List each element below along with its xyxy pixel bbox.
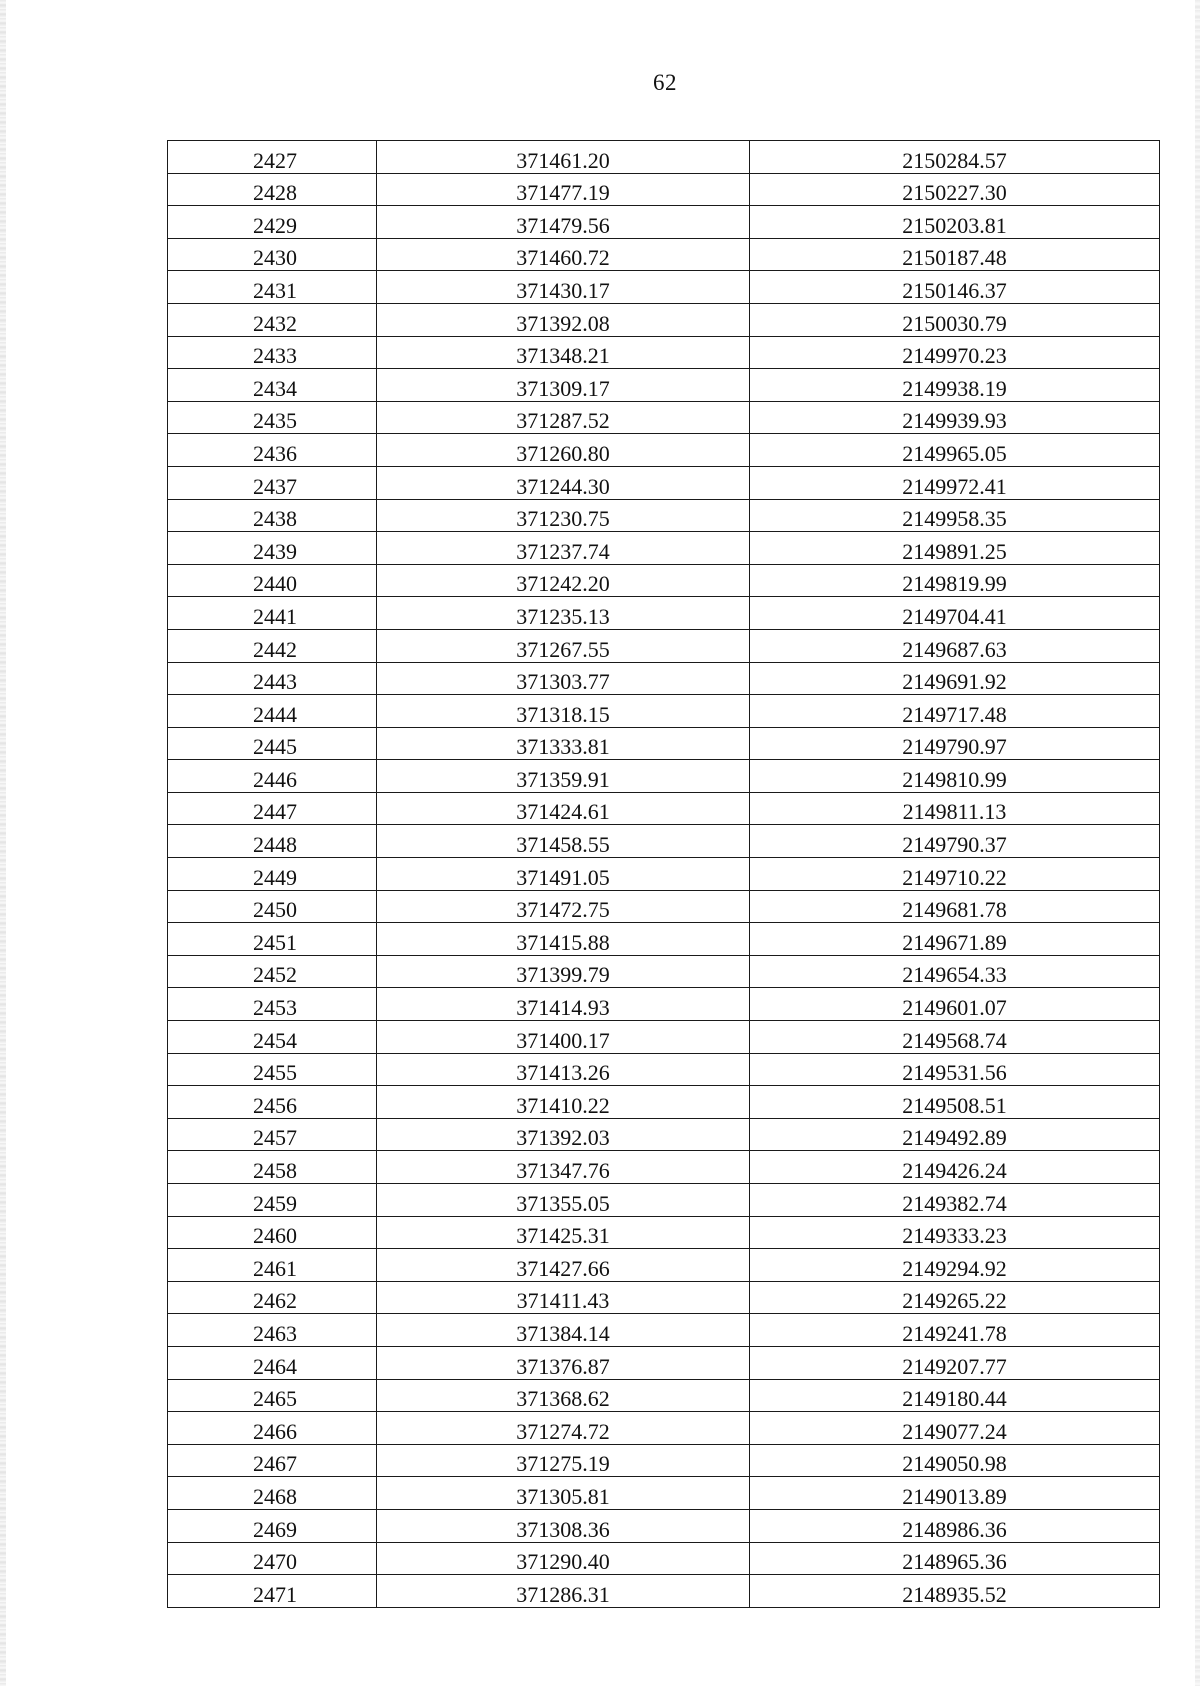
y-coordinate-cell: 2149077.24 [750, 1412, 1160, 1445]
y-coordinate-cell: 2149819.99 [750, 564, 1160, 597]
y-coordinate-cell: 2149671.89 [750, 923, 1160, 956]
table-row [168, 1509, 1160, 1542]
table-row [168, 434, 1160, 467]
y-coordinate-cell: 2150203.81 [750, 206, 1160, 239]
table-row [168, 760, 1160, 793]
y-coordinate-cell: 2149508.51 [750, 1086, 1160, 1119]
x-coordinate-cell: 371303.77 [377, 662, 750, 695]
point-number-cell: 2455 [168, 1053, 377, 1086]
point-number-cell: 2459 [168, 1184, 377, 1217]
y-coordinate-cell: 2149492.89 [750, 1118, 1160, 1151]
y-coordinate-cell: 2150187.48 [750, 238, 1160, 271]
x-coordinate-cell: 371399.79 [377, 955, 750, 988]
x-coordinate-cell: 371400.17 [377, 1021, 750, 1054]
point-number-cell: 2470 [168, 1542, 377, 1575]
x-coordinate-cell: 371415.88 [377, 923, 750, 956]
y-coordinate-cell: 2149294.92 [750, 1249, 1160, 1282]
table-row [168, 336, 1160, 369]
x-coordinate-cell: 371275.19 [377, 1444, 750, 1477]
table-row [168, 206, 1160, 239]
y-coordinate-cell: 2149601.07 [750, 988, 1160, 1021]
x-coordinate-cell: 371242.20 [377, 564, 750, 597]
table-row [168, 1151, 1160, 1184]
y-coordinate-cell: 2149681.78 [750, 890, 1160, 923]
x-coordinate-cell: 371392.08 [377, 303, 750, 336]
point-number-cell: 2440 [168, 564, 377, 597]
y-coordinate-cell: 2149704.41 [750, 597, 1160, 630]
point-number-cell: 2429 [168, 206, 377, 239]
point-number-cell: 2457 [168, 1118, 377, 1151]
x-coordinate-cell: 371244.30 [377, 466, 750, 499]
point-number-cell: 2461 [168, 1249, 377, 1282]
table-row [168, 1021, 1160, 1054]
scan-edge-left [0, 0, 6, 1686]
x-coordinate-cell: 371410.22 [377, 1086, 750, 1119]
x-coordinate-cell: 371384.14 [377, 1314, 750, 1347]
y-coordinate-cell: 2150227.30 [750, 173, 1160, 206]
point-number-cell: 2447 [168, 792, 377, 825]
point-number-cell: 2428 [168, 173, 377, 206]
y-coordinate-cell: 2149810.99 [750, 760, 1160, 793]
table-row [168, 890, 1160, 923]
point-number-cell: 2432 [168, 303, 377, 336]
x-coordinate-cell: 371425.31 [377, 1216, 750, 1249]
x-coordinate-cell: 371347.76 [377, 1151, 750, 1184]
point-number-cell: 2439 [168, 532, 377, 565]
coordinate-table-body [168, 141, 1160, 1608]
x-coordinate-cell: 371287.52 [377, 401, 750, 434]
x-coordinate-cell: 371237.74 [377, 532, 750, 565]
y-coordinate-cell: 2149958.35 [750, 499, 1160, 532]
x-coordinate-cell: 371460.72 [377, 238, 750, 271]
y-coordinate-cell: 2149891.25 [750, 532, 1160, 565]
table-row [168, 532, 1160, 565]
y-coordinate-cell: 2149568.74 [750, 1021, 1160, 1054]
y-coordinate-cell: 2149811.13 [750, 792, 1160, 825]
point-number-cell: 2452 [168, 955, 377, 988]
point-number-cell: 2454 [168, 1021, 377, 1054]
table-row [168, 1118, 1160, 1151]
point-number-cell: 2427 [168, 141, 377, 174]
table-row [168, 401, 1160, 434]
x-coordinate-cell: 371267.55 [377, 629, 750, 662]
table-row [168, 238, 1160, 271]
point-number-cell: 2460 [168, 1216, 377, 1249]
x-coordinate-cell: 371274.72 [377, 1412, 750, 1445]
y-coordinate-cell: 2149938.19 [750, 369, 1160, 402]
table-row [168, 955, 1160, 988]
table-row [168, 1346, 1160, 1379]
y-coordinate-cell: 2149939.93 [750, 401, 1160, 434]
point-number-cell: 2458 [168, 1151, 377, 1184]
table-row [168, 271, 1160, 304]
table-row [168, 564, 1160, 597]
x-coordinate-cell: 371472.75 [377, 890, 750, 923]
table-row [168, 1086, 1160, 1119]
y-coordinate-cell: 2149710.22 [750, 858, 1160, 891]
point-number-cell: 2463 [168, 1314, 377, 1347]
x-coordinate-cell: 371308.36 [377, 1509, 750, 1542]
x-coordinate-cell: 371318.15 [377, 695, 750, 728]
y-coordinate-cell: 2149531.56 [750, 1053, 1160, 1086]
x-coordinate-cell: 371305.81 [377, 1477, 750, 1510]
table-row [168, 1314, 1160, 1347]
y-coordinate-cell: 2149241.78 [750, 1314, 1160, 1347]
point-number-cell: 2431 [168, 271, 377, 304]
point-number-cell: 2448 [168, 825, 377, 858]
point-number-cell: 2471 [168, 1575, 377, 1608]
y-coordinate-cell: 2149426.24 [750, 1151, 1160, 1184]
point-number-cell: 2450 [168, 890, 377, 923]
table-row [168, 141, 1160, 174]
point-number-cell: 2462 [168, 1281, 377, 1314]
point-number-cell: 2443 [168, 662, 377, 695]
table-row [168, 1053, 1160, 1086]
y-coordinate-cell: 2150284.57 [750, 141, 1160, 174]
y-coordinate-cell: 2149790.97 [750, 727, 1160, 760]
point-number-cell: 2444 [168, 695, 377, 728]
x-coordinate-cell: 371458.55 [377, 825, 750, 858]
y-coordinate-cell: 2148986.36 [750, 1509, 1160, 1542]
y-coordinate-cell: 2149382.74 [750, 1184, 1160, 1217]
point-number-cell: 2438 [168, 499, 377, 532]
y-coordinate-cell: 2149970.23 [750, 336, 1160, 369]
y-coordinate-cell: 2150146.37 [750, 271, 1160, 304]
table-row [168, 1477, 1160, 1510]
point-number-cell: 2467 [168, 1444, 377, 1477]
table-row [168, 858, 1160, 891]
point-number-cell: 2464 [168, 1346, 377, 1379]
point-number-cell: 2441 [168, 597, 377, 630]
y-coordinate-cell: 2149207.77 [750, 1346, 1160, 1379]
point-number-cell: 2433 [168, 336, 377, 369]
y-coordinate-cell: 2149654.33 [750, 955, 1160, 988]
x-coordinate-cell: 371359.91 [377, 760, 750, 793]
x-coordinate-cell: 371355.05 [377, 1184, 750, 1217]
table-row [168, 1379, 1160, 1412]
y-coordinate-cell: 2149717.48 [750, 695, 1160, 728]
y-coordinate-cell: 2149790.37 [750, 825, 1160, 858]
table-row [168, 466, 1160, 499]
x-coordinate-cell: 371333.81 [377, 727, 750, 760]
point-number-cell: 2451 [168, 923, 377, 956]
point-number-cell: 2446 [168, 760, 377, 793]
x-coordinate-cell: 371260.80 [377, 434, 750, 467]
y-coordinate-cell: 2149265.22 [750, 1281, 1160, 1314]
y-coordinate-cell: 2149965.05 [750, 434, 1160, 467]
y-coordinate-cell: 2149180.44 [750, 1379, 1160, 1412]
table-row [168, 792, 1160, 825]
x-coordinate-cell: 371230.75 [377, 499, 750, 532]
y-coordinate-cell: 2150030.79 [750, 303, 1160, 336]
point-number-cell: 2468 [168, 1477, 377, 1510]
x-coordinate-cell: 371290.40 [377, 1542, 750, 1575]
table-row [168, 1444, 1160, 1477]
y-coordinate-cell: 2149013.89 [750, 1477, 1160, 1510]
point-number-cell: 2456 [168, 1086, 377, 1119]
x-coordinate-cell: 371368.62 [377, 1379, 750, 1412]
point-number-cell: 2437 [168, 466, 377, 499]
x-coordinate-cell: 371413.26 [377, 1053, 750, 1086]
table-row [168, 303, 1160, 336]
y-coordinate-cell: 2149972.41 [750, 466, 1160, 499]
table-row [168, 369, 1160, 402]
y-coordinate-cell: 2148965.36 [750, 1542, 1160, 1575]
table-row [168, 825, 1160, 858]
x-coordinate-cell: 371430.17 [377, 271, 750, 304]
y-coordinate-cell: 2149050.98 [750, 1444, 1160, 1477]
point-number-cell: 2430 [168, 238, 377, 271]
table-row [168, 499, 1160, 532]
x-coordinate-cell: 371286.31 [377, 1575, 750, 1608]
x-coordinate-cell: 371491.05 [377, 858, 750, 891]
table-row [168, 923, 1160, 956]
coordinate-table [167, 140, 1160, 1608]
table-row [168, 727, 1160, 760]
table-row [168, 173, 1160, 206]
point-number-cell: 2469 [168, 1509, 377, 1542]
page-number: 62 [653, 70, 677, 95]
table-row [168, 1412, 1160, 1445]
point-number-cell: 2434 [168, 369, 377, 402]
x-coordinate-cell: 371392.03 [377, 1118, 750, 1151]
point-number-cell: 2453 [168, 988, 377, 1021]
table-row [168, 1249, 1160, 1282]
x-coordinate-cell: 371479.56 [377, 206, 750, 239]
x-coordinate-cell: 371411.43 [377, 1281, 750, 1314]
table-row [168, 1575, 1160, 1608]
table-row [168, 1184, 1160, 1217]
point-number-cell: 2436 [168, 434, 377, 467]
point-number-cell: 2442 [168, 629, 377, 662]
y-coordinate-cell: 2148935.52 [750, 1575, 1160, 1608]
x-coordinate-cell: 371427.66 [377, 1249, 750, 1282]
table-row [168, 597, 1160, 630]
x-coordinate-cell: 371235.13 [377, 597, 750, 630]
point-number-cell: 2445 [168, 727, 377, 760]
table-row [168, 695, 1160, 728]
x-coordinate-cell: 371376.87 [377, 1346, 750, 1379]
point-number-cell: 2465 [168, 1379, 377, 1412]
y-coordinate-cell: 2149691.92 [750, 662, 1160, 695]
x-coordinate-cell: 371461.20 [377, 141, 750, 174]
x-coordinate-cell: 371477.19 [377, 173, 750, 206]
x-coordinate-cell: 371309.17 [377, 369, 750, 402]
scan-edge-right [1195, 0, 1200, 1686]
point-number-cell: 2435 [168, 401, 377, 434]
x-coordinate-cell: 371348.21 [377, 336, 750, 369]
point-number-cell: 2466 [168, 1412, 377, 1445]
point-number-cell: 2449 [168, 858, 377, 891]
table-row [168, 629, 1160, 662]
table-row [168, 1216, 1160, 1249]
x-coordinate-cell: 371424.61 [377, 792, 750, 825]
table-row [168, 662, 1160, 695]
table-row [168, 1281, 1160, 1314]
table-row [168, 988, 1160, 1021]
x-coordinate-cell: 371414.93 [377, 988, 750, 1021]
y-coordinate-cell: 2149333.23 [750, 1216, 1160, 1249]
y-coordinate-cell: 2149687.63 [750, 629, 1160, 662]
table-row [168, 1542, 1160, 1575]
